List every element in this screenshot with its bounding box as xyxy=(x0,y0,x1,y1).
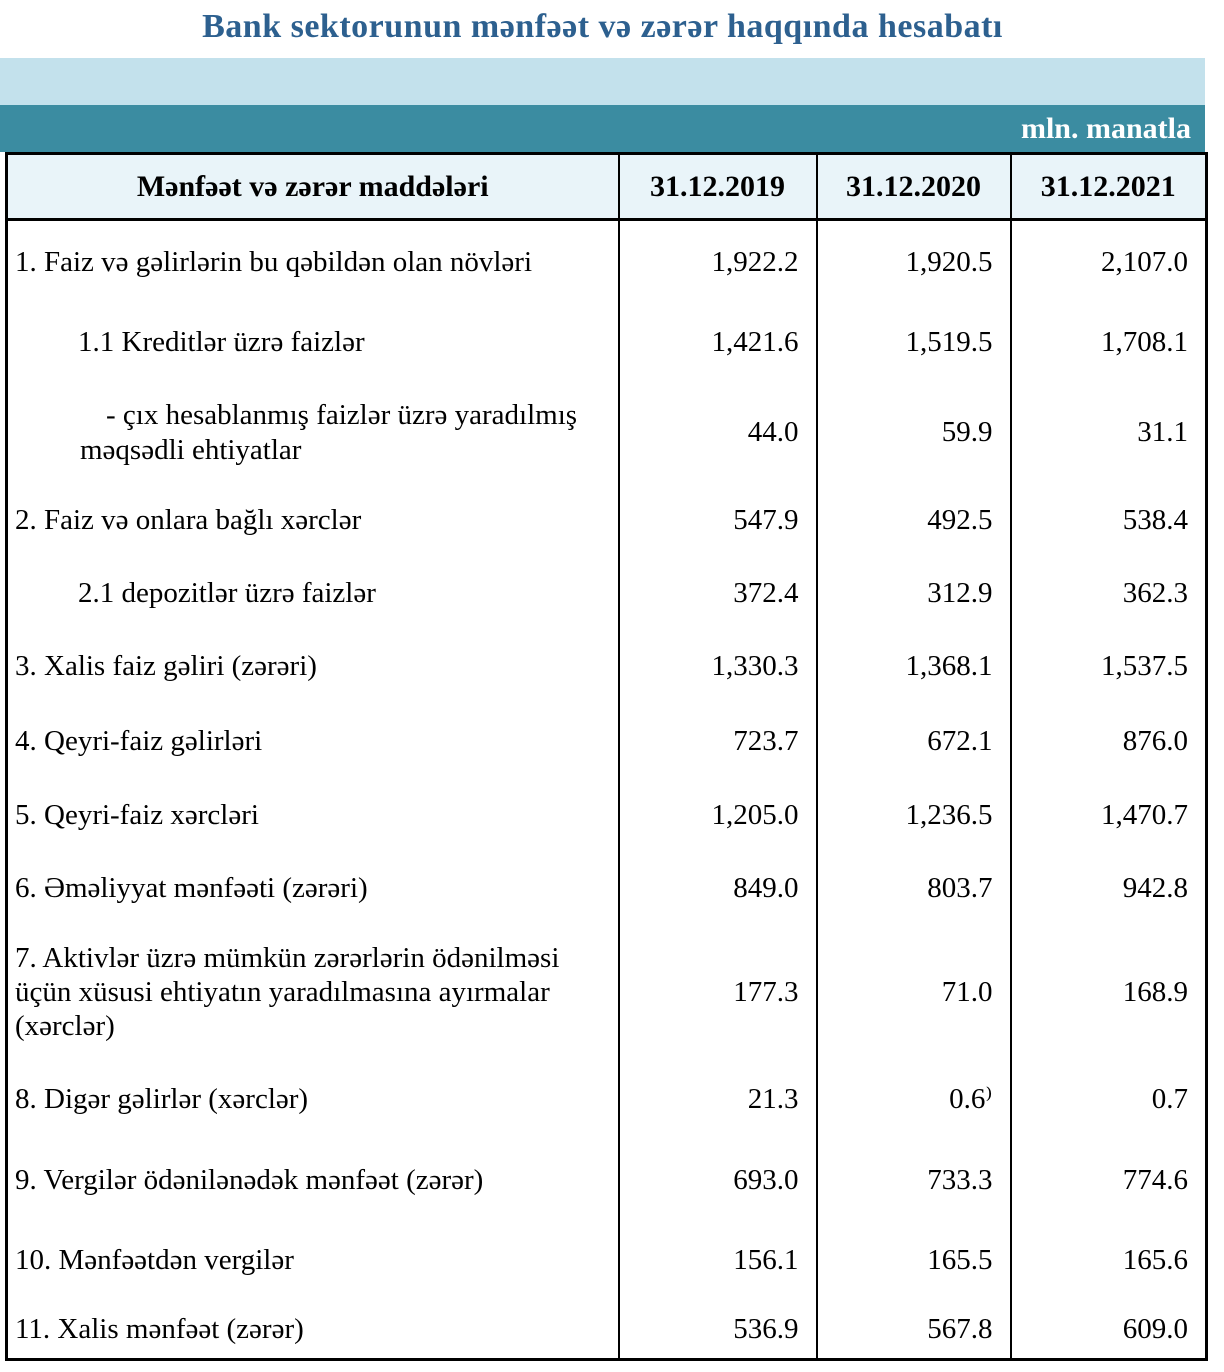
row-value-2019: 1,922.2 xyxy=(619,220,817,303)
units-label: mln. manatla xyxy=(1020,111,1191,145)
pnl-table xyxy=(5,152,1208,1361)
row-value-2019: 1,330.3 xyxy=(619,630,817,704)
table-header-row xyxy=(7,154,1207,220)
table-row xyxy=(7,1300,1207,1360)
row-value-2019: 156.1 xyxy=(619,1222,817,1300)
row-value-2019: 21.3 xyxy=(619,1060,817,1140)
row-label: 10. Mənfəətdən vergilər xyxy=(15,1244,294,1277)
row-value-2020: 803.7 xyxy=(817,853,1011,925)
table-row xyxy=(7,704,1207,779)
table-row xyxy=(7,383,1207,483)
row-label: 1. Faiz və gəlirlərin bu qəbildən olan növləri xyxy=(15,245,533,278)
table-row xyxy=(7,1060,1207,1140)
row-value-2020: 0.6⁾ xyxy=(817,1060,1011,1140)
row-value-2019: 1,205.0 xyxy=(619,779,817,853)
table-row xyxy=(7,925,1207,1060)
units-band xyxy=(0,105,1205,152)
row-value-2020: 672.1 xyxy=(817,704,1011,779)
row-value-2020: 567.8 xyxy=(817,1300,1011,1360)
table-row xyxy=(7,779,1207,853)
row-value-2021: 538.4 xyxy=(1011,483,1207,558)
row-value-2019: 723.7 xyxy=(619,704,817,779)
row-value-2020: 492.5 xyxy=(817,483,1011,558)
table-row xyxy=(7,1222,1207,1300)
row-value-2020: 71.0 xyxy=(817,925,1011,1060)
row-value-2021: 774.6 xyxy=(1011,1140,1207,1222)
row-value-2021: 362.3 xyxy=(1011,558,1207,630)
row-value-2021: 876.0 xyxy=(1011,704,1207,779)
table-row xyxy=(7,220,1207,303)
row-value-2021: 1,537.5 xyxy=(1011,630,1207,704)
table-row xyxy=(7,1140,1207,1222)
row-value-2019: 536.9 xyxy=(619,1300,817,1360)
row-value-2021: 1,708.1 xyxy=(1011,303,1207,383)
page-title: Bank sektorunun mənfəət və zərər haqqında hesabatı xyxy=(202,8,1003,45)
row-label: 9. Vergilər ödənilənədək mənfəət (zərər) xyxy=(15,1164,484,1197)
column-header-2019: 31.12.2019 xyxy=(619,154,817,220)
row-label: 7. Aktivlər üzrə mümkün zərərlərin ödənilməsi üçün xüsusi ehtiyatın yaradılmasına ayırmalar (xərclər) xyxy=(15,941,560,1043)
row-label: 2.1 depozitlər üzrə faizlər xyxy=(78,577,376,610)
row-label: 8. Digər gəlirlər (xərclər) xyxy=(15,1083,309,1116)
decor-band-light xyxy=(0,58,1205,105)
column-header-items: Mənfəət və zərər maddələri xyxy=(7,154,619,220)
row-label: - çıx hesablanmış faizlər üzrə yaradılmış məqsədli ehtiyatlar xyxy=(80,399,578,466)
row-value-2021: 1,470.7 xyxy=(1011,779,1207,853)
table-row xyxy=(7,558,1207,630)
row-value-2021: 0.7 xyxy=(1011,1060,1207,1140)
row-label: 4. Qeyri-faiz gəlirləri xyxy=(15,724,263,757)
column-header-2020: 31.12.2020 xyxy=(817,154,1011,220)
table-row xyxy=(7,483,1207,558)
column-header-2021: 31.12.2021 xyxy=(1011,154,1207,220)
row-value-2020: 59.9 xyxy=(817,383,1011,483)
row-value-2019: 693.0 xyxy=(619,1140,817,1222)
row-value-2020: 1,368.1 xyxy=(817,630,1011,704)
row-value-2021: 2,107.0 xyxy=(1011,220,1207,303)
row-value-2020: 165.5 xyxy=(817,1222,1011,1300)
table-row xyxy=(7,303,1207,383)
row-value-2021: 942.8 xyxy=(1011,853,1207,925)
table-row xyxy=(7,630,1207,704)
row-value-2021: 168.9 xyxy=(1011,925,1207,1060)
table-row xyxy=(7,853,1207,925)
row-value-2021: 609.0 xyxy=(1011,1300,1207,1360)
row-label: 3. Xalis faiz gəliri (zərəri) xyxy=(15,650,317,683)
row-label: 11. Xalis mənfəət (zərər) xyxy=(15,1312,304,1345)
row-value-2020: 1,236.5 xyxy=(817,779,1011,853)
row-value-2019: 849.0 xyxy=(619,853,817,925)
row-value-2021: 165.6 xyxy=(1011,1222,1207,1300)
row-value-2021: 31.1 xyxy=(1011,383,1207,483)
row-value-2019: 1,421.6 xyxy=(619,303,817,383)
row-label: 2. Faiz və onlara bağlı xərclər xyxy=(15,503,362,536)
row-label: 1.1 Kreditlər üzrə faizlər xyxy=(78,326,365,359)
row-value-2019: 177.3 xyxy=(619,925,817,1060)
row-value-2020: 1,519.5 xyxy=(817,303,1011,383)
row-value-2019: 44.0 xyxy=(619,383,817,483)
row-value-2020: 733.3 xyxy=(817,1140,1011,1222)
row-label: 5. Qeyri-faiz xərcləri xyxy=(15,799,259,832)
row-value-2020: 1,920.5 xyxy=(817,220,1011,303)
row-value-2020: 312.9 xyxy=(817,558,1011,630)
row-value-2019: 372.4 xyxy=(619,558,817,630)
row-value-2019: 547.9 xyxy=(619,483,817,558)
row-label: 6. Əməliyyat mənfəəti (zərəri) xyxy=(15,872,368,905)
